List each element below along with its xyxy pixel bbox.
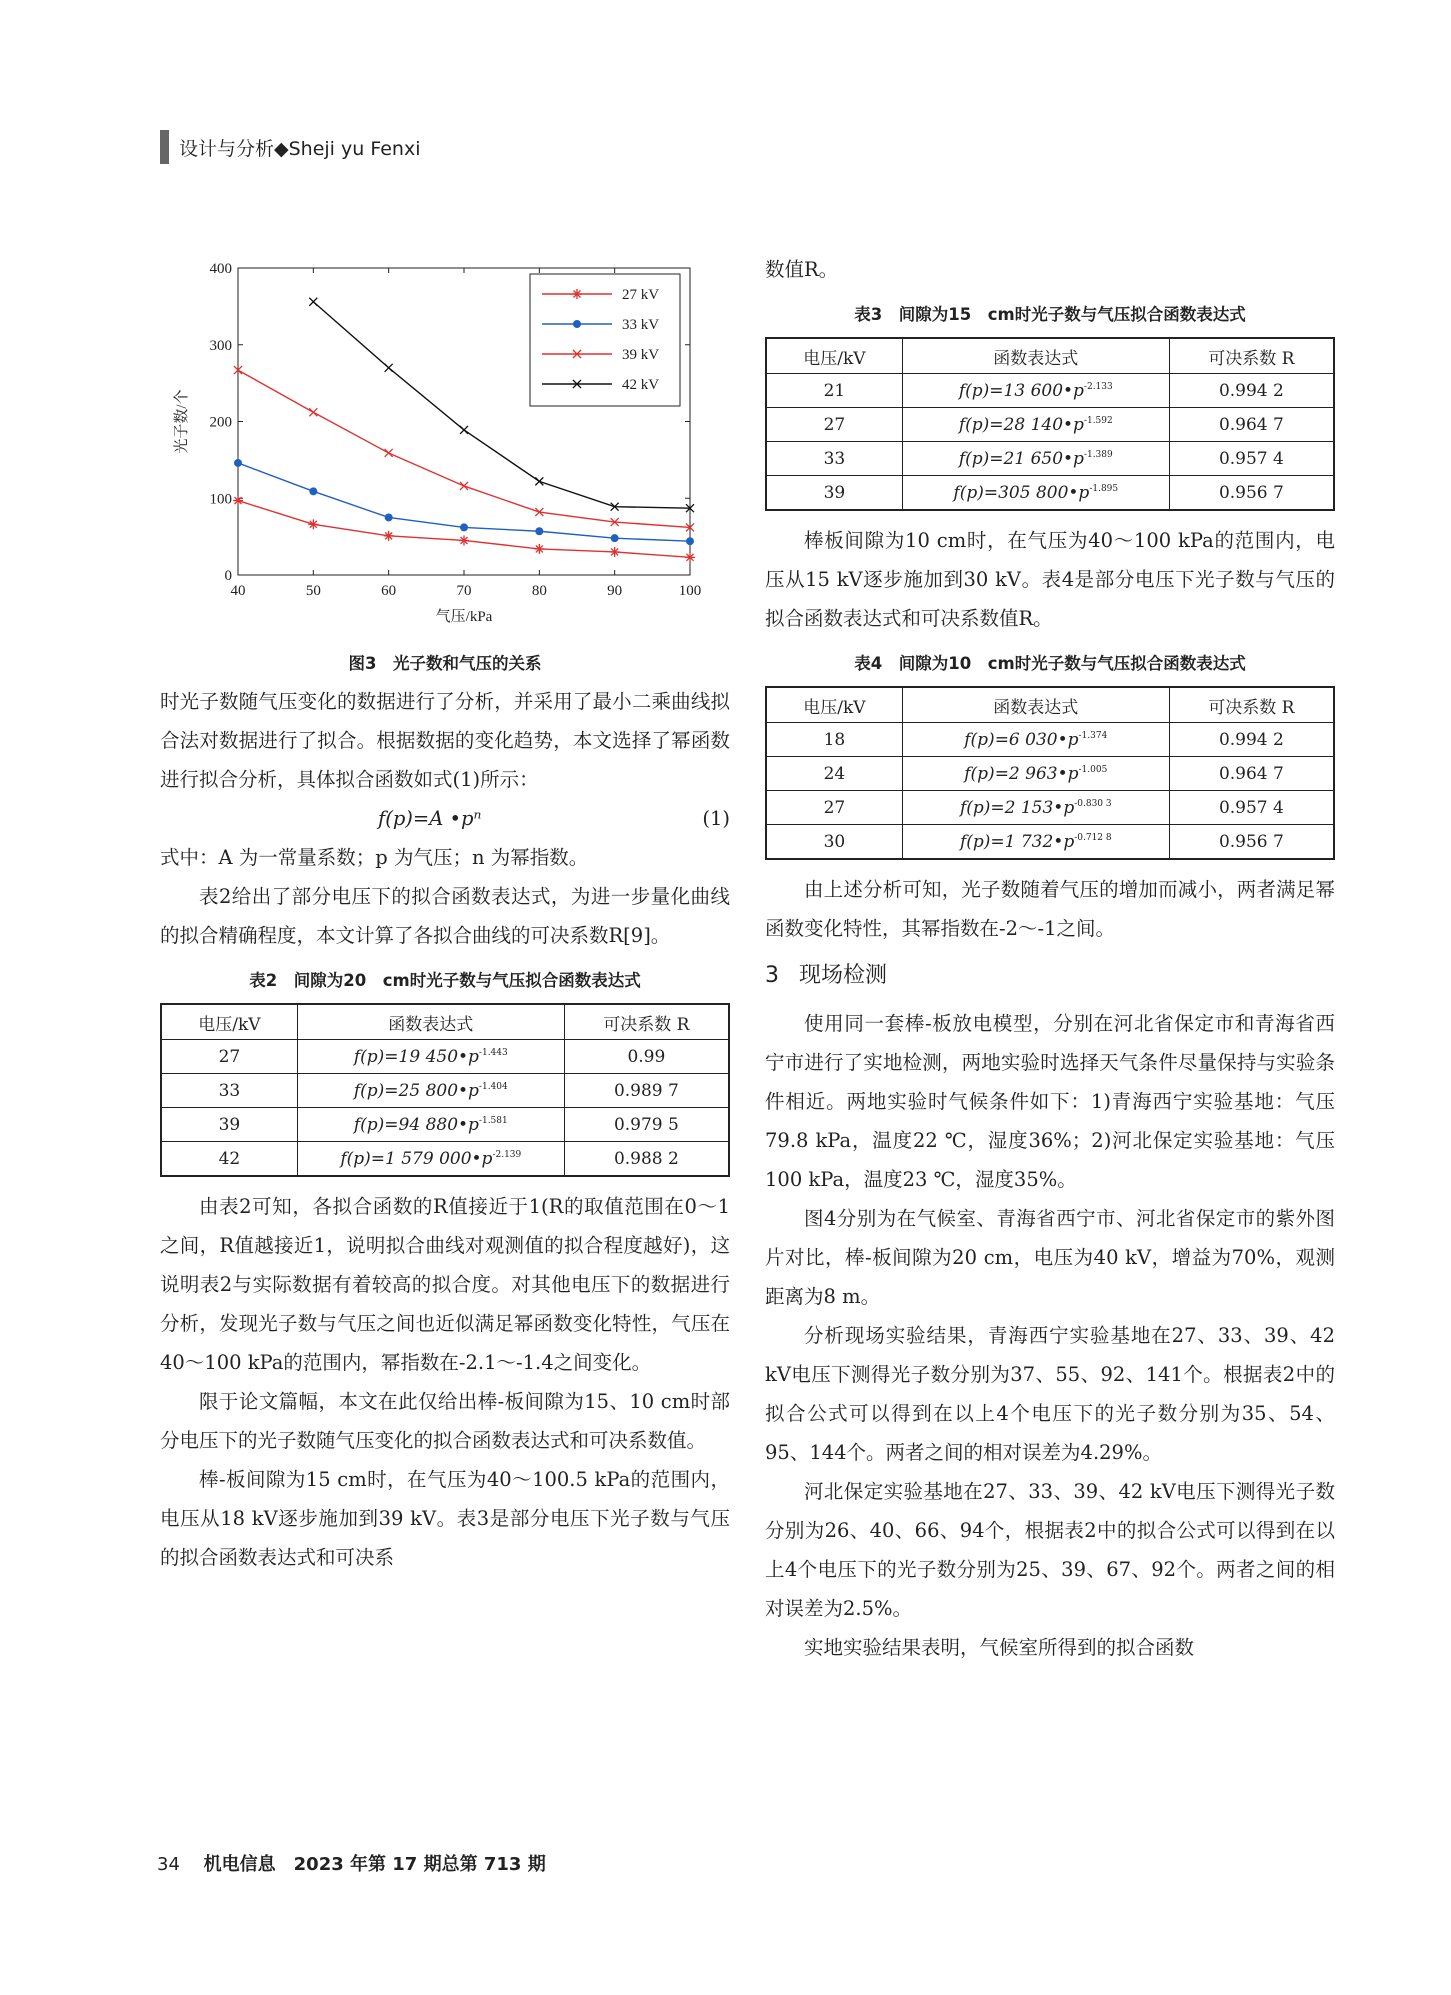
table-cell: 18 xyxy=(766,723,902,757)
table-cell: 24 xyxy=(766,757,902,791)
section-heading xyxy=(765,956,1335,996)
left-paragraph-4: 由表2可知，各拟合函数的R值接近于1(R的取值范围在0～1之间，R值越接近1，说明拟合曲线对观测值的拟合程度越好)，这说明表2与实际数据有着较高的拟合度。对其他电压下的数据进行分析，发现光子数与气压之间也近似满足幂函数变化特性，气压在40～100 kPa的范围内，幂指数在-2.1～-1.4之间变化。 xyxy=(160,1195,730,1374)
table-header: 可决系数 R xyxy=(1169,338,1334,374)
right-paragraph-1: 棒板间隙为10 cm时，在气压为40～100 kPa的范围内，电压从15 kV逐步施加到30 kV。表4是部分电压下光子数与气压的拟合函数表达式和可决系数值R。 xyxy=(765,529,1335,630)
right-paragraph-5: 分析现场实验结果，青海西宁实验基地在27、33、39、42 kV电压下测得光子数分别为37、55、92、141个。根据表2中的拟合公式可以得到在以上4个电压下的光子数分别为35、54、95、144个。两者之间的相对误差为4.29%。 xyxy=(765,1324,1335,1464)
data-point xyxy=(535,527,543,535)
photon-pressure-chart xyxy=(160,250,730,640)
data-point xyxy=(460,482,468,490)
table-cell: 27 xyxy=(161,1040,297,1074)
data-point xyxy=(309,408,317,416)
data-point xyxy=(686,537,694,545)
table-row xyxy=(766,757,1334,791)
right-paragraph-7: 实地实验结果表明，气候室所得到的拟合函数 xyxy=(804,1636,1195,1659)
right-paragraph-6: 河北保定实验基地在27、33、39、42 kV电压下测得光子数分别为26、40、66、94个，根据表2中的拟合公式可以得到在以上4个电压下的光子数分别为25、39、67、92个。两者之间的相对误差为2.5%。 xyxy=(765,1480,1335,1620)
table-cell: 0.994 2 xyxy=(1169,723,1334,757)
table-row xyxy=(766,408,1334,442)
right-paragraph-3: 使用同一套棒-板放电模型，分别在河北省保定市和青海省西宁市进行了实地检测，两地实验时选择天气条件尽量保持与实验条件相近。两地实验时气候条件如下：1)青海西宁实验基地：气压79.8 kPa，温度22 ℃，湿度36%；2)河北保定实验基地：气压100 kPa，温度23 ℃，湿度35%。 xyxy=(765,1012,1335,1191)
y-tick-label: 400 xyxy=(209,261,232,277)
table-header: 函数表达式 xyxy=(297,1004,564,1040)
table-cell-expression: f(p)=1 579 $000•p^{-2.139}$ xyxy=(297,1142,564,1177)
data-point xyxy=(234,459,242,467)
left-paragraph-5: 限于论文篇幅，本文在此仅给出棒-板间隙为15、10 cm时部分电压下的光子数随气压变化的拟合函数表达式和可决系数值。 xyxy=(160,1390,730,1452)
right-paragraph-0: 数值R。 xyxy=(765,258,839,281)
legend-label: 42 kV xyxy=(622,377,660,393)
y-tick-label: 0 xyxy=(224,568,232,584)
x-tick-label: 100 xyxy=(678,583,702,599)
table-header: 可决系数 R xyxy=(1169,687,1334,723)
section-number: 3 xyxy=(765,963,779,988)
data-point xyxy=(535,477,543,485)
table-cell: 39 xyxy=(766,476,902,511)
table-cell: 39 xyxy=(161,1108,297,1142)
table-header: 电压/kV xyxy=(766,687,902,723)
table-row xyxy=(161,1108,729,1142)
table-row xyxy=(161,1040,729,1074)
x-tick-label: 80 xyxy=(531,583,547,599)
data-point xyxy=(309,298,317,306)
table-cell: 33 xyxy=(766,442,902,476)
table-cell: 0.964 7 xyxy=(1169,408,1334,442)
running-header xyxy=(160,130,420,164)
data-point xyxy=(233,496,243,506)
table-header: 电压/kV xyxy=(766,338,902,374)
figure-3-caption: 图3 光子数和气压的关系 xyxy=(348,654,542,673)
table-row xyxy=(766,476,1334,511)
table-cell: 30 xyxy=(766,825,902,860)
equation-body: f(p)=A •pⁿ xyxy=(378,807,482,830)
legend-label: 39 kV xyxy=(622,347,660,363)
right-column xyxy=(765,250,1335,1667)
left-column xyxy=(160,250,730,1577)
x-tick-label: 70 xyxy=(456,583,472,599)
table-header: 函数表达式 xyxy=(902,338,1169,374)
equation-number: (1) xyxy=(702,807,730,830)
table-cell: 21 xyxy=(766,374,902,408)
table-row xyxy=(766,791,1334,825)
table-cell-expression: f(p)=2 $963•p^{-1.005}$ xyxy=(902,757,1169,791)
table-cell: 0.988 2 xyxy=(564,1142,729,1177)
table-cell: 0.979 5 xyxy=(564,1108,729,1142)
data-point xyxy=(385,449,393,457)
data-point xyxy=(573,320,581,328)
x-tick-label: 60 xyxy=(381,583,397,599)
left-paragraph-6: 棒-板间隙为15 cm时，在气压为40～100.5 kPa的范围内，电压从18 kV逐步施加到39 kV。表3是部分电压下光子数与气压的拟合函数表达式和可决系 xyxy=(160,1468,730,1569)
data-point xyxy=(384,531,394,541)
table-cell: 0.994 2 xyxy=(1169,374,1334,408)
table-cell: 42 xyxy=(161,1142,297,1177)
table-cell-expression: f(p)=94 $880•p^{-1.581}$ xyxy=(297,1108,564,1142)
table-header: 函数表达式 xyxy=(902,687,1169,723)
data-point xyxy=(308,519,318,529)
left-paragraph-2: 式中：A 为一常量系数；p 为气压；n 为幂指数。 xyxy=(160,846,589,869)
section-title: 现场检测 xyxy=(799,963,888,988)
table-cell-expression: f(p)=305 $800•p^{-1.895}$ xyxy=(902,476,1169,511)
table-cell-expression: f(p)=13 $600•p^{-2.133}$ xyxy=(902,374,1169,408)
table-2 xyxy=(160,1003,730,1177)
table-header: 电压/kV xyxy=(161,1004,297,1040)
table-cell: 0.989 7 xyxy=(564,1074,729,1108)
figure-3 xyxy=(160,250,730,674)
data-point xyxy=(385,364,393,372)
x-axis-label: 气压/kPa xyxy=(435,609,493,625)
table-cell-expression: f(p)=28 $140•p^{-1.592}$ xyxy=(902,408,1169,442)
journal-info: 机电信息 2023 年第 17 期总第 713 期 xyxy=(203,1854,546,1875)
left-paragraph-1: 时光子数随气压变化的数据进行了分析，并采用了最小二乘曲线拟合法对数据进行了拟合。根据数据的变化趋势，本文选择了幂函数进行拟合分析，具体拟合函数如式(1)所示： xyxy=(160,690,730,791)
table-row xyxy=(766,825,1334,860)
legend-label: 33 kV xyxy=(622,317,660,333)
table-cell-expression: f(p)=25 $800•p^{-1.404}$ xyxy=(297,1074,564,1108)
table-cell: 0.956 7 xyxy=(1169,825,1334,860)
table-cell: 0.964 7 xyxy=(1169,757,1334,791)
data-point xyxy=(460,523,468,531)
x-tick-label: 50 xyxy=(305,583,321,599)
table-2-caption: 表2 间隙为20 cm时光子数与气压拟合函数表达式 xyxy=(249,971,641,990)
y-tick-label: 200 xyxy=(209,414,232,431)
y-tick-label: 300 xyxy=(209,337,232,354)
table-cell: 27 xyxy=(766,408,902,442)
table-row xyxy=(766,723,1334,757)
table-cell: 0.956 7 xyxy=(1169,476,1334,511)
table-cell-expression: f(p)=2 $153•p^{-0.830 3}$ xyxy=(902,791,1169,825)
x-tick-label: 40 xyxy=(230,583,246,599)
data-point xyxy=(459,535,469,545)
data-point xyxy=(385,513,393,521)
equation-1 xyxy=(160,799,730,838)
table-header: 可决系数 R xyxy=(564,1004,729,1040)
page-number: 34 xyxy=(157,1854,180,1875)
data-point xyxy=(685,552,695,562)
header-text: 设计与分析◆Sheji yu Fenxi xyxy=(179,137,421,160)
page-footer xyxy=(157,1850,546,1876)
table-4 xyxy=(765,686,1335,860)
table-cell-expression: f(p)=19 $450•p^{-1.443}$ xyxy=(297,1040,564,1074)
table-row xyxy=(161,1074,729,1108)
x-tick-label: 90 xyxy=(607,583,623,599)
table-cell-expression: f(p)=21 $650•p^{-1.389}$ xyxy=(902,442,1169,476)
data-point xyxy=(534,544,544,554)
table-cell-expression: f(p)=1 $732•p^{-0.712 8}$ xyxy=(902,825,1169,860)
left-paragraph-3: 表2给出了部分电压下的拟合函数表达式，为进一步量化曲线的拟合精确程度，本文计算了各拟合曲线的可决系数R[9]。 xyxy=(160,885,730,947)
y-axis-label: 光子数/个 xyxy=(174,389,190,454)
table-3 xyxy=(765,337,1335,511)
table-row xyxy=(766,442,1334,476)
data-point xyxy=(611,534,619,542)
table-cell: 33 xyxy=(161,1074,297,1108)
y-tick-label: 100 xyxy=(209,491,232,508)
table-cell: 0.99 xyxy=(564,1040,729,1074)
table-cell: 0.957 4 xyxy=(1169,442,1334,476)
table-4-caption: 表4 间隙为10 cm时光子数与气压拟合函数表达式 xyxy=(854,654,1246,673)
table-cell: 27 xyxy=(766,791,902,825)
header-bar xyxy=(160,130,169,164)
legend-label: 27 kV xyxy=(622,287,660,303)
data-point xyxy=(572,289,582,299)
table-cell: 0.957 4 xyxy=(1169,791,1334,825)
data-point xyxy=(309,487,317,495)
table-cell-expression: f(p)=6 $030•p^{-1.374}$ xyxy=(902,723,1169,757)
right-paragraph-4: 图4分别为在气候室、青海省西宁市、河北省保定市的紫外图片对比，棒-板间隙为20 cm，电压为40 kV，增益为70%，观测距离为8 m。 xyxy=(765,1207,1335,1308)
data-point xyxy=(610,547,620,557)
table-3-caption: 表3 间隙为15 cm时光子数与气压拟合函数表达式 xyxy=(854,305,1246,324)
right-paragraph-2: 由上述分析可知，光子数随着气压的增加而减小，两者满足幂函数变化特性，其幂指数在-2～-1之间。 xyxy=(765,878,1335,940)
data-point xyxy=(460,426,468,434)
table-row xyxy=(161,1142,729,1177)
table-row xyxy=(766,374,1334,408)
